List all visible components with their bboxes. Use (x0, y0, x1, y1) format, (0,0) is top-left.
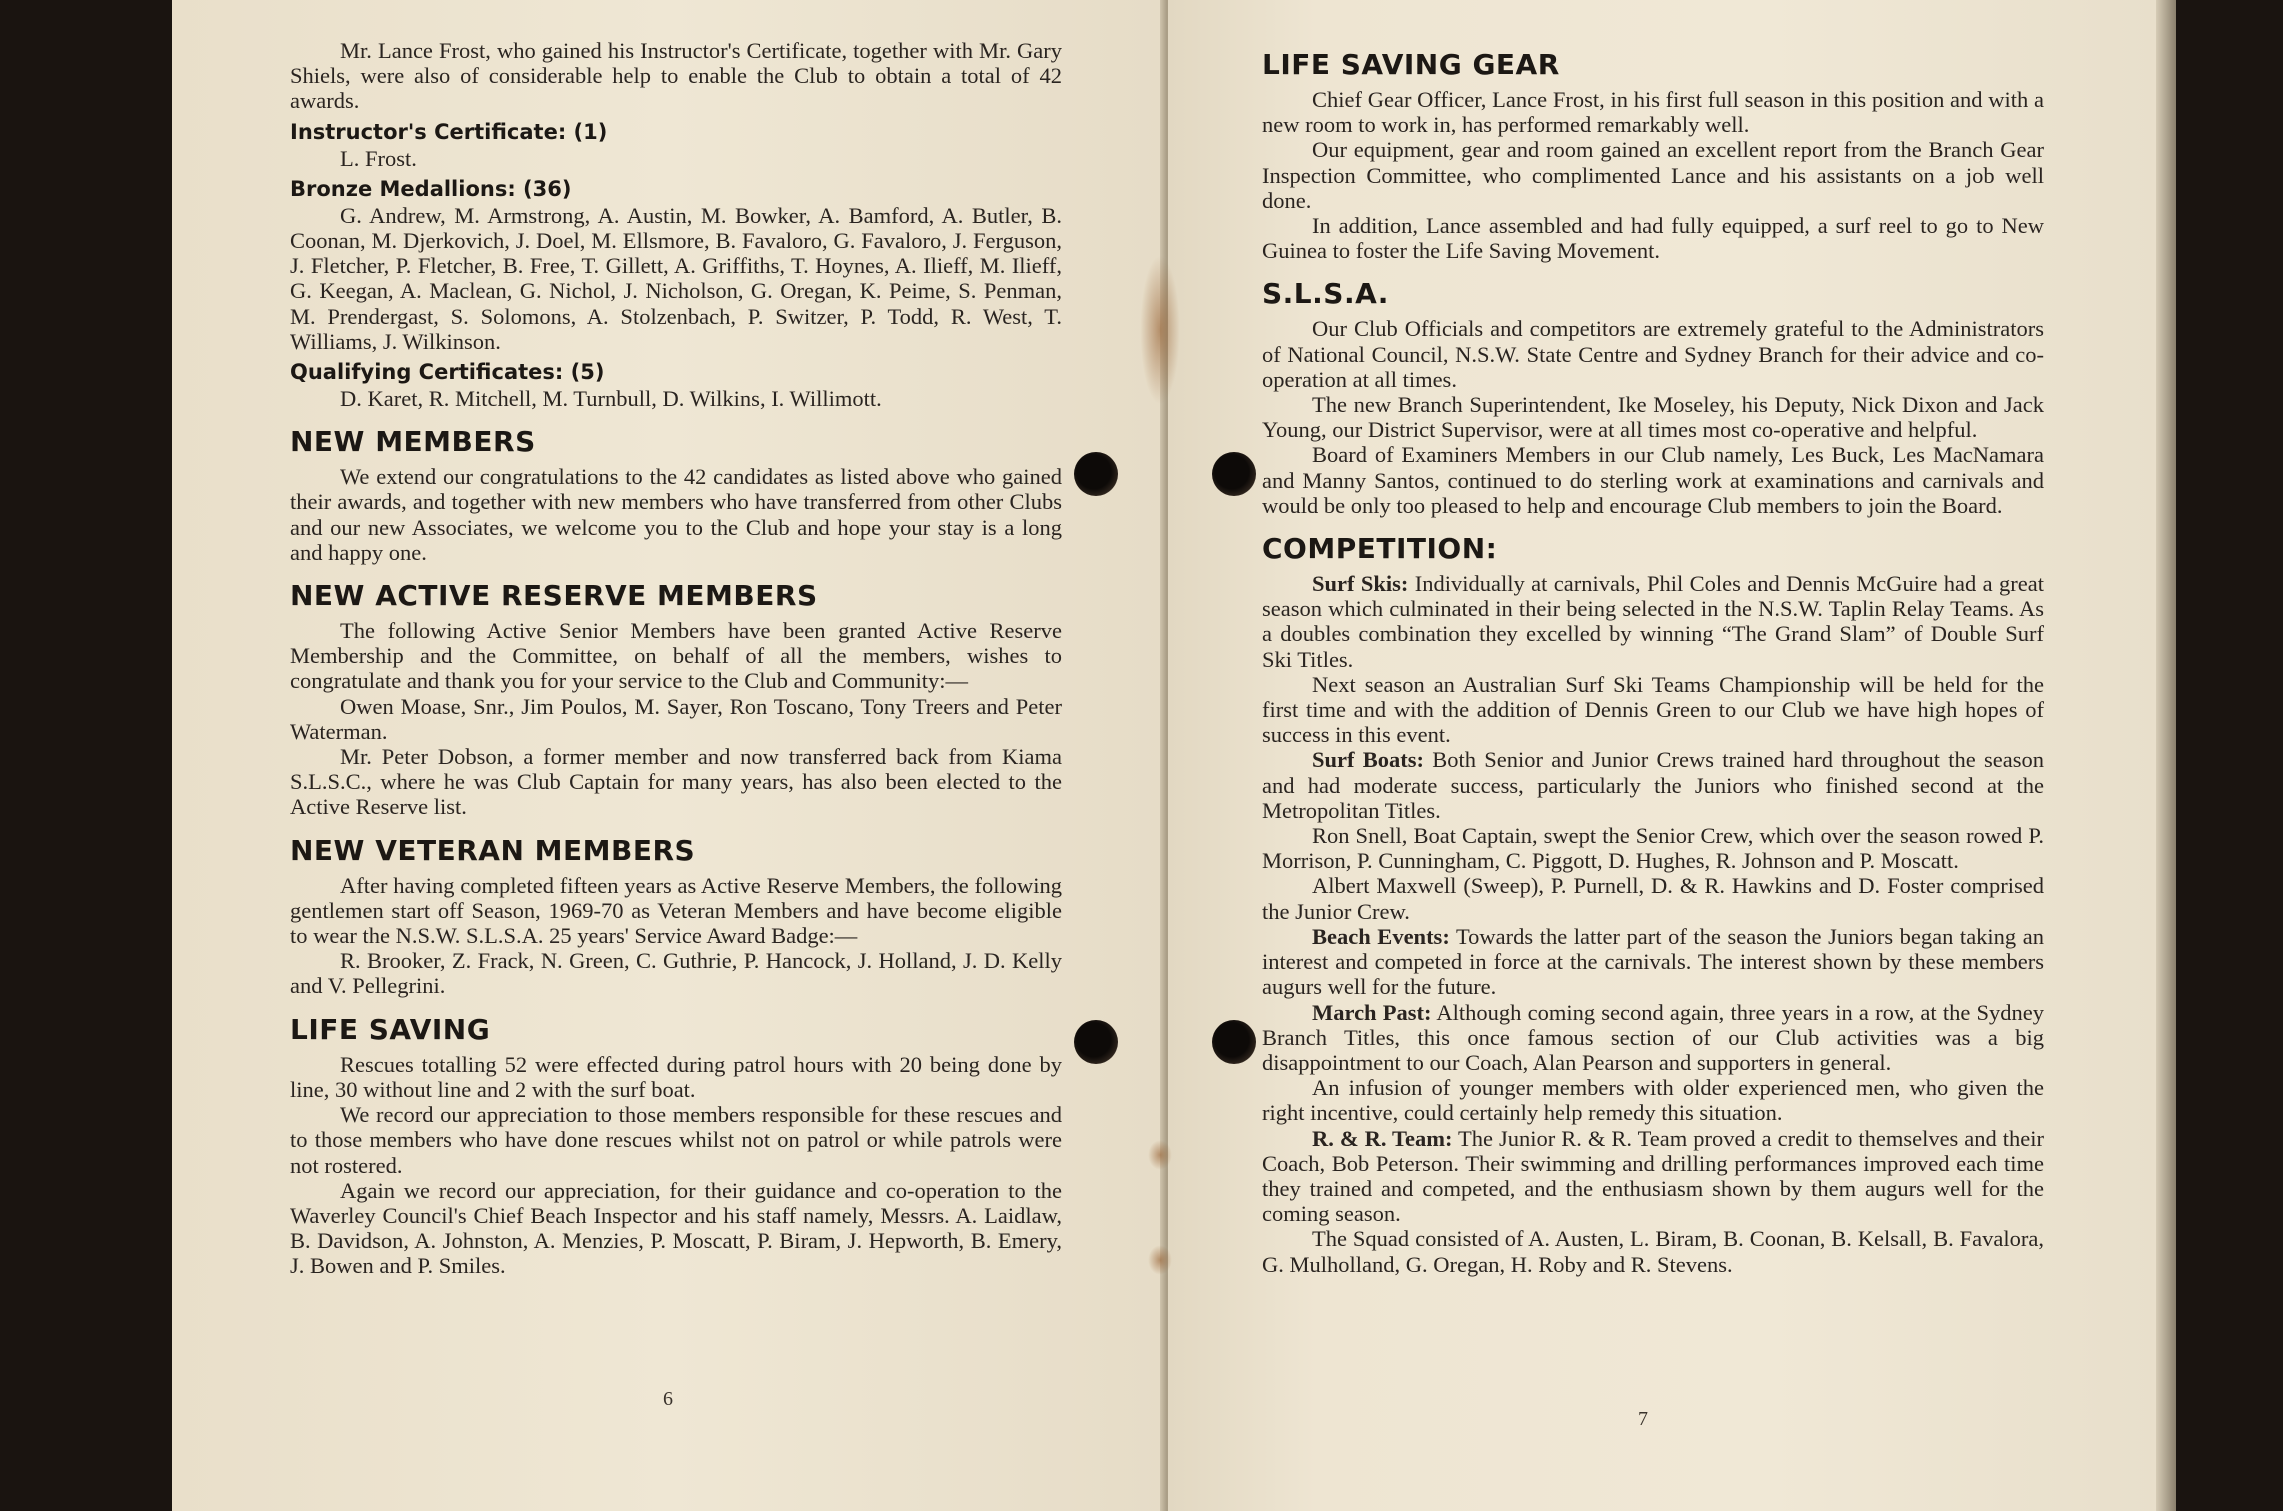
active-reserve-heading: NEW ACTIVE RESERVE MEMBERS (290, 579, 818, 613)
surf-boats-paragraph (1262, 747, 2044, 823)
surf-skis-paragraph-2: Next season an Australian Surf Ski Teams Championship will be held for the first time and with the addition of Dennis Green to our Club we have high hopes of success in this event. (1262, 671, 2044, 748)
page-edge (2156, 0, 2176, 1511)
march-past-lead: March Past: (1312, 999, 1432, 1025)
gear-paragraph: Our equipment, gear and room gained an excellent report from the Branch Gear Inspection Committee, who complimented Lance and his assistants on a job well done. (1262, 137, 2044, 213)
new-members-text: We extend our congratulations to the 42 candidates as listed above who gained their awards, and together with new members who have transferred from other Clubs and our new Associates, we welcome you to the Club and hope your stay is a long and happy one. (290, 464, 1062, 565)
surf-boats-paragraph-2: Ron Snell, Boat Captain, swept the Senior Crew, which over the season rowed P. Morrison, P. Cunningham, C. Piggott, D. Hughes, R. Johnson and P. Moscatt. (1262, 823, 2044, 874)
new-members-heading: NEW MEMBERS (290, 425, 536, 459)
veteran-heading: NEW VETERAN MEMBERS (290, 833, 696, 867)
rr-team-paragraph-2: The Squad consisted of A. Austen, L. Biram, B. Coonan, B. Kelsall, B. Favalora, G. Mulholland, G. Oregan, H. Roby and R. Stevens. (1262, 1226, 2044, 1277)
qualifying-heading: Qualifying Certificates: (5) (290, 360, 605, 385)
rr-team-lead: R. & R. Team: (1312, 1125, 1453, 1151)
surf-skis-text: Individually at carnivals, Phil Coles and Dennis McGuire had a great season which culminated in their being selected in the N.S.W. Taplin Relay Teams. As a doubles combination they excelled by winning “The Grand Slam” of Double Surf Ski Titles. (1262, 571, 2044, 672)
rust-stain (1148, 1245, 1172, 1275)
active-reserve-names: Owen Moase, Snr., Jim Poulos, M. Sayer, Ron Toscano, Tony Treers and Peter Waterman. (290, 693, 1062, 744)
punch-hole (1074, 452, 1118, 496)
left-column (290, 38, 1062, 1279)
punch-hole (1074, 1020, 1118, 1064)
active-reserve-text: The following Active Senior Members have been granted Active Reserve Membership and the Committee, on behalf of all the members, wishes to congratulate and thank you for your service to the Club and Community:— (290, 618, 1062, 694)
life-saving-paragraph: Again we record our appreciation, for their guidance and co-operation to the Waverley Council's Chief Beach Inspector and his staff namely, Messrs. A. Laidlaw, B. Davidson, A. Johnston, A. Menzies, P. Moscatt, P. Biram, J. Hepworth, B. Emery, J. Bowen and P. Smiles. (290, 1177, 1062, 1279)
rr-team-paragraph (1262, 1126, 2044, 1227)
surf-boats-lead: Surf Boats: (1312, 747, 1425, 773)
gear-paragraph: Chief Gear Officer, Lance Frost, in his first full season in this position and with a new room to work in, has performed remarkably well. (1262, 87, 2044, 138)
slsa-heading: S.L.S.A. (1262, 277, 1389, 311)
gear-heading: LIFE SAVING GEAR (1262, 48, 1560, 81)
slsa-paragraph: The new Branch Superintendent, Ike Moseley, his Deputy, Nick Dixon and Jack Young, our District Supervisor, were at all times most co-operative and helpful. (1262, 392, 2044, 443)
rust-stain (1140, 255, 1180, 405)
instructor-heading: Instructor's Certificate: (1) (290, 119, 608, 144)
march-past-paragraph (1262, 1000, 2044, 1076)
intro-paragraph: Mr. Lance Frost, who gained his Instructor's Certificate, together with Mr. Gary Shiels, were also of considerable help to enable the Club to obtain a total of 42 awards. (290, 38, 1062, 114)
bronze-names: G. Andrew, M. Armstrong, A. Austin, M. Bowker, A. Bamford, A. Butler, B. Coonan, M. Djerkovich, J. Doel, M. Ellsmore, B. Favaloro, G. Favaloro, J. Ferguson, J. Fletcher, P. Fletcher, B. Free, T. Gillett, A. Griffiths, T. Hoynes, A. Ilieff, M. Ilieff, G. Keegan, A. Maclean, G. Nichol, J. Nicholson, G. Oregan, K. Peime, S. Penman, M. Prendergast, S. Solomons, A. Stolzenbach, P. Switzer, P. Todd, R. West, T. Williams, J. Wilkinson. (290, 202, 1062, 354)
instructor-names: L. Frost. (340, 145, 417, 171)
gear-paragraph: In addition, Lance assembled and had fully equipped, a surf reel to go to New Guinea to foster the Life Saving Movement. (1262, 213, 2044, 264)
surf-skis-lead: Surf Skis: (1312, 571, 1409, 597)
beach-events-text: Towards the latter part of the season the Juniors began taking an interest and competed in force at the carnivals. The interest shown by these members augurs well for the future. (1262, 923, 2044, 1000)
punch-hole (1212, 1020, 1256, 1064)
march-past-paragraph-2: An infusion of younger members with older experienced men, who given the right incentive, could certainly help remedy this situation. (1262, 1075, 2044, 1126)
rr-team-text: The Junior R. & R. Team proved a credit to themselves and their Coach, Bob Peterson. Their swimming and drilling performances improved each time they trained and competed, and the enthusiasm shown by them augurs well for the coming season. (1262, 1125, 2045, 1227)
page-number-right: 7 (1638, 1408, 1648, 1430)
qualifying-names: D. Karet, R. Mitchell, M. Turnbull, D. Wilkins, I. Willimott. (340, 386, 882, 412)
bronze-heading: Bronze Medallions: (36) (290, 176, 572, 201)
surf-boats-paragraph-3: Albert Maxwell (Sweep), P. Purnell, D. & R. Hawkins and D. Foster comprised the Junior Crew. (1262, 873, 2044, 924)
slsa-paragraph: Board of Examiners Members in our Club namely, Les Buck, Les MacNamara and Manny Santos, continued to do sterling work at examinations and carnivals and would be only too pleased to help and encourage Club members to join the Board. (1262, 442, 2044, 518)
slsa-paragraph: Our Club Officials and competitors are extremely grateful to the Administrators of National Council, N.S.W. State Centre and Sydney Branch for their advice and co-operation at all times. (1262, 316, 2044, 392)
veteran-names: R. Brooker, Z. Frack, N. Green, C. Guthrie, P. Hancock, J. Holland, J. D. Kelly and V. Pellegrini. (290, 948, 1062, 999)
beach-events-paragraph (1262, 924, 2044, 1000)
life-saving-paragraph: We record our appreciation to those members responsible for these rescues and to those members who have done rescues whilst not on patrol or while patrols were not rostered. (290, 1102, 1062, 1178)
competition-heading: COMPETITION: (1262, 532, 1498, 566)
right-column (1262, 44, 2044, 1277)
surf-skis-paragraph (1262, 571, 2044, 672)
life-saving-heading: LIFE SAVING (290, 1012, 491, 1046)
rust-stain (1148, 1140, 1172, 1170)
page-number-left: 6 (663, 1388, 673, 1410)
life-saving-paragraph: Rescues totalling 52 were effected during patrol hours with 20 being done by line, 30 without line and 2 with the surf boat. (290, 1051, 1062, 1102)
active-reserve-dobson: Mr. Peter Dobson, a former member and now transferred back from Kiama S.L.S.C., where he was Club Captain for many years, has also been elected to the Active Reserve list. (290, 744, 1062, 820)
veteran-text: After having completed fifteen years as Active Reserve Members, the following gentlemen start off Season, 1969-70 as Veteran Members and have become eligible to wear the N.S.W. S.L.S.A. 25 years' Service Award Badge:— (290, 872, 1062, 949)
surf-boats-text: Both Senior and Junior Crews trained hard throughout the season and had moderate success, particularly the Juniors who finished second at the Metropolitan Titles. (1262, 747, 2044, 823)
beach-events-lead: Beach Events: (1312, 923, 1450, 949)
march-past-text: Although coming second again, three years in a row, at the Sydney Branch Titles, this once famous section of our Club activities was a big disappointment to our Coach, Alan Pearson and supporters in general. (1262, 999, 2044, 1075)
punch-hole (1212, 452, 1256, 496)
